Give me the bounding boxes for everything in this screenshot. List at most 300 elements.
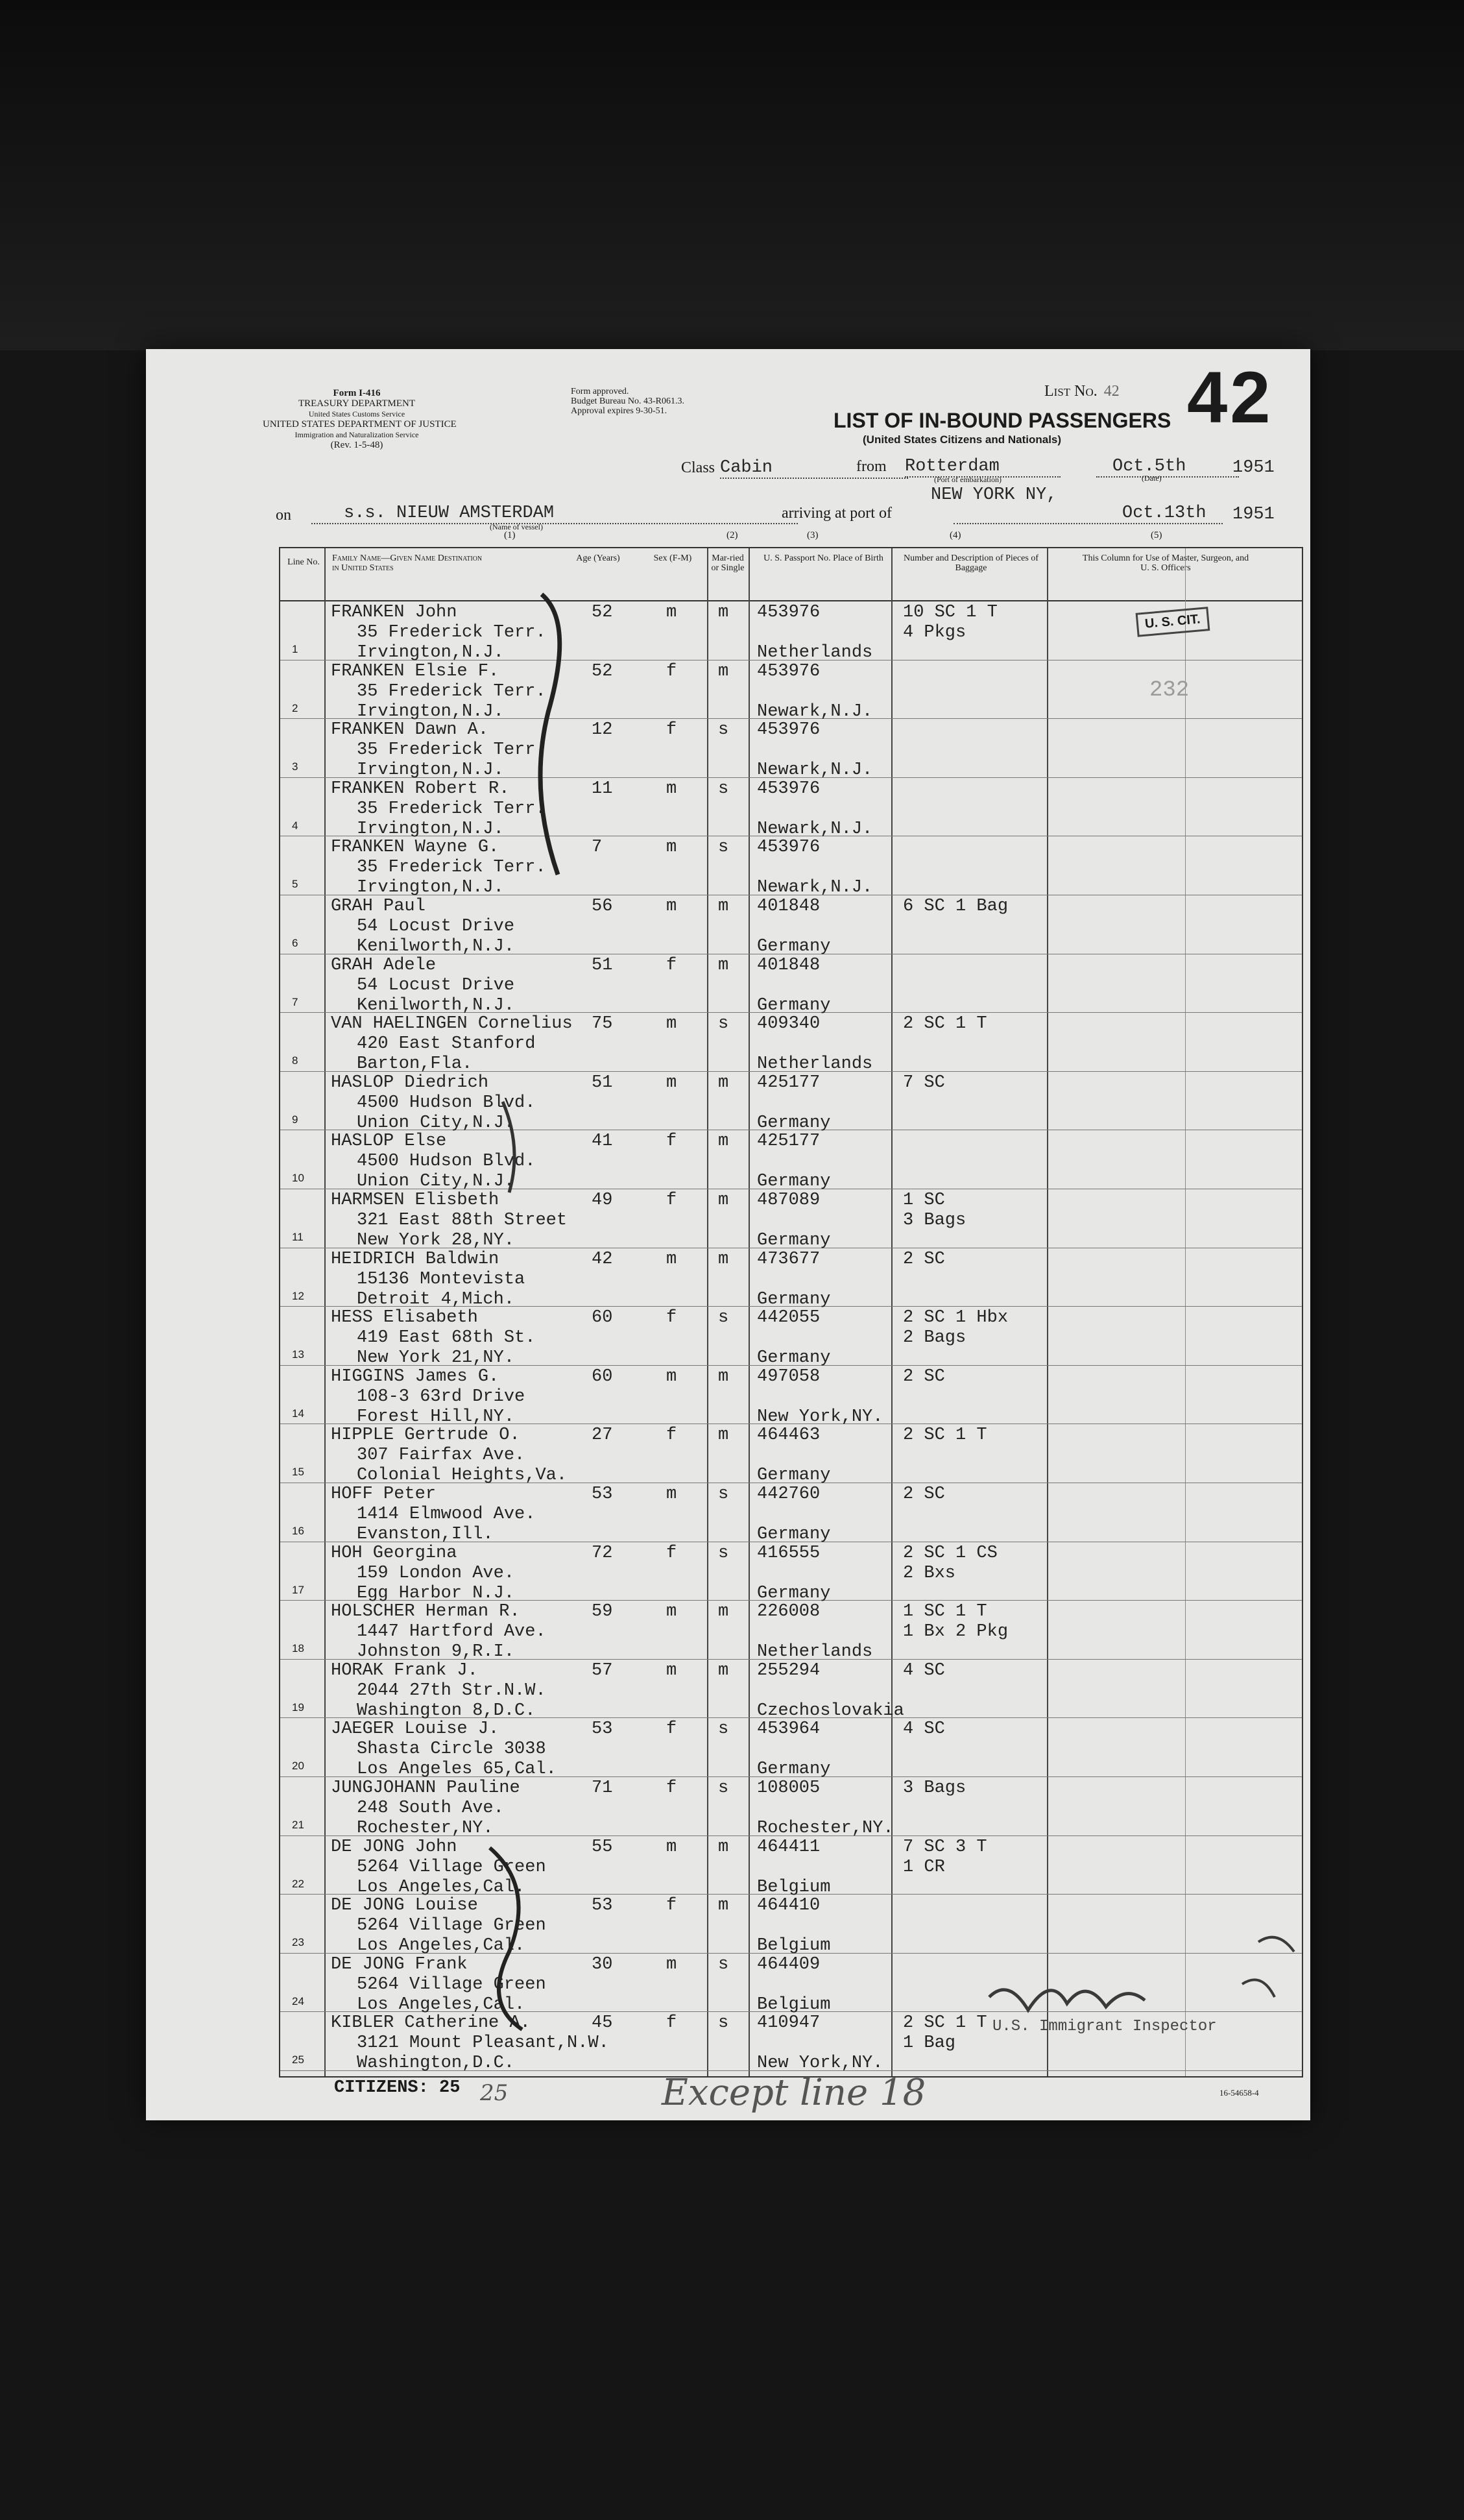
line-number: 18 xyxy=(292,1642,304,1655)
baggage-line1: 1 SC xyxy=(903,1191,945,1210)
passport-number: 410947 xyxy=(757,2013,821,2033)
age-value: 60 xyxy=(592,1366,613,1387)
arriving-label: arriving at port of xyxy=(782,505,892,522)
place-of-birth: Germany xyxy=(757,1466,831,1486)
address-street: 108-3 63rd Drive xyxy=(357,1387,525,1407)
arrival-date: Oct.13th xyxy=(954,503,1223,524)
family-name: KIBLER Catherine A. xyxy=(331,2013,531,2033)
sex-value: m xyxy=(666,1954,677,1974)
address-street: 420 East Stanford xyxy=(357,1034,536,1054)
family-name: HIPPLE Gertrude O. xyxy=(331,1425,520,1446)
age-value: 59 xyxy=(592,1602,613,1622)
age-value: 57 xyxy=(592,1660,613,1680)
address-street: 4500 Hudson Blvd. xyxy=(357,1152,536,1172)
form-department: TREASURY DEPARTMENT xyxy=(298,398,416,409)
place-of-birth: Netherlands xyxy=(757,1642,873,1662)
line-number: 5 xyxy=(292,878,298,891)
marital-status: s xyxy=(718,1719,729,1739)
marital-status: m xyxy=(718,1249,729,1269)
address-street: 15136 Montevista xyxy=(357,1269,525,1289)
family-name: DE JONG John xyxy=(331,1837,457,1857)
family-name: GRAH Paul xyxy=(331,897,426,916)
address-street: 35 Frederick Terr. xyxy=(357,623,546,642)
sex-value: f xyxy=(666,1191,677,1210)
place-of-birth: Netherlands xyxy=(757,1054,873,1074)
address-city: Rochester,NY. xyxy=(357,1819,494,1838)
departure-date: Oct.5th xyxy=(1096,457,1239,478)
address-street: 159 London Ave. xyxy=(357,1563,515,1583)
address-street: 419 East 68th St. xyxy=(357,1328,536,1348)
baggage-line1: 6 SC 1 Bag xyxy=(903,897,1009,916)
pencil-number: 232 xyxy=(1149,678,1190,703)
address-street: 54 Locust Drive xyxy=(357,917,515,936)
family-name: HASLOP Else xyxy=(331,1132,447,1152)
place-of-birth: Newark,N.J. xyxy=(757,760,873,781)
list-label: List No. xyxy=(1044,383,1098,400)
inspector-title: U.S. Immigrant Inspector xyxy=(992,2018,1217,2035)
family-name: FRANKEN John xyxy=(331,603,457,622)
passport-number: 497058 xyxy=(757,1366,821,1387)
header-baggage: Number and Description of Pieces of Baggage xyxy=(904,553,1038,573)
line-number: 24 xyxy=(292,1994,304,2007)
address-city: Los Angeles,Cal. xyxy=(357,1936,525,1956)
column-number: (1) xyxy=(504,530,516,540)
family-name: FRANKEN Dawn A. xyxy=(331,720,489,740)
scan-background xyxy=(0,0,1464,350)
address-city: Evanston,Ill. xyxy=(357,1525,494,1544)
age-value: 60 xyxy=(592,1308,613,1328)
baggage-line2: 2 Bxs xyxy=(903,1563,956,1583)
baggage-line2: 2 Bags xyxy=(903,1328,966,1348)
place-of-birth: Newark,N.J. xyxy=(757,701,873,721)
family-name: HOFF Peter xyxy=(331,1484,437,1504)
sex-value: m xyxy=(666,1072,677,1093)
marital-status: m xyxy=(718,1425,729,1446)
arrival-port: NEW YORK NY, xyxy=(931,485,1057,505)
baggage-line1: 2 SC 1 T xyxy=(903,1425,987,1446)
sex-value: f xyxy=(666,1308,677,1328)
passport-number: 108005 xyxy=(757,1778,821,1798)
place-of-birth: New York,NY. xyxy=(757,2054,883,2074)
marital-status: s xyxy=(718,779,729,799)
baggage-line1: 4 SC xyxy=(903,1719,945,1739)
place-of-birth: New York,NY. xyxy=(757,1407,883,1427)
baggage-line1: 2 SC xyxy=(903,1366,945,1387)
marital-status: s xyxy=(718,2013,729,2033)
baggage-line1: 2 SC xyxy=(903,1249,945,1269)
manifest-page xyxy=(146,349,1310,2120)
column-number: (4) xyxy=(950,530,961,540)
age-value: 71 xyxy=(592,1778,613,1798)
class-value: Cabin xyxy=(720,458,908,479)
age-value: 53 xyxy=(592,1896,613,1916)
marital-status: m xyxy=(718,1896,729,1916)
sex-value: m xyxy=(666,1602,677,1622)
address-street: 4500 Hudson Blvd. xyxy=(357,1093,536,1113)
address-street: 35 Frederick Terr. xyxy=(357,681,546,701)
baggage-line1: 7 SC xyxy=(903,1072,945,1093)
sex-value: m xyxy=(666,603,677,622)
passport-number: 442055 xyxy=(757,1308,821,1328)
age-value: 45 xyxy=(592,2013,613,2033)
passport-number: 453976 xyxy=(757,779,821,799)
column-number: (2) xyxy=(726,530,738,540)
line-number: 1 xyxy=(292,643,298,655)
place-of-birth: Newark,N.J. xyxy=(757,878,873,898)
family-name: HARMSEN Elisbeth xyxy=(331,1191,499,1210)
address-street: 35 Frederick Terr. xyxy=(357,858,546,878)
handwritten-marks xyxy=(146,349,1310,2120)
handwritten-note: Except line 18 xyxy=(662,2072,926,2114)
family-name: FRANKEN Robert R. xyxy=(331,779,510,799)
class-label: Class xyxy=(681,459,715,476)
vessel-caption: (Name of vessel) xyxy=(490,522,543,531)
sex-value: f xyxy=(666,1543,677,1563)
sex-value: m xyxy=(666,1014,677,1034)
marital-status: s xyxy=(718,838,729,858)
sex-value: m xyxy=(666,1484,677,1504)
age-value: 52 xyxy=(592,661,613,681)
family-name: DE JONG Frank xyxy=(331,1954,468,1974)
address-city: Los Angeles,Cal. xyxy=(357,1994,525,2015)
address-city: Colonial Heights,Va. xyxy=(357,1466,568,1486)
column-number: (3) xyxy=(807,530,819,540)
age-value: 53 xyxy=(592,1484,613,1504)
address-city: Washington,D.C. xyxy=(357,2054,515,2074)
place-of-birth: Germany xyxy=(757,1525,831,1544)
marital-status: s xyxy=(718,1778,729,1798)
header-officers: This Column for Use of Master, Surgeon, and U. S. Officers xyxy=(1082,553,1249,573)
address-city: Union City,N.J. xyxy=(357,1172,515,1192)
passport-number: 401848 xyxy=(757,955,821,975)
marital-status: s xyxy=(718,1484,729,1504)
line-number: 19 xyxy=(292,1701,304,1714)
address-city: Kenilworth,N.J. xyxy=(357,937,515,956)
citizen-stamp: U. S. CIT. xyxy=(1136,607,1210,637)
from-label: from xyxy=(856,458,887,475)
line-number: 6 xyxy=(292,937,298,949)
address-city: Los Angeles 65,Cal. xyxy=(357,1760,557,1780)
place-of-birth: Czechoslovakia xyxy=(757,1701,904,1721)
sex-value: f xyxy=(666,2013,677,2033)
marital-status: m xyxy=(718,661,729,681)
passport-number: 464411 xyxy=(757,1837,821,1857)
age-value: 55 xyxy=(592,1837,613,1857)
sex-value: m xyxy=(666,838,677,858)
place-of-birth: Germany xyxy=(757,1289,831,1309)
baggage-line2: 4 Pkgs xyxy=(903,623,966,642)
address-city: Kenilworth,N.J. xyxy=(357,995,515,1015)
line-number: 16 xyxy=(292,1525,304,1537)
place-of-birth: Belgium xyxy=(757,1936,831,1956)
family-name: HOH Georgina xyxy=(331,1543,457,1563)
marital-status: m xyxy=(718,955,729,975)
family-name: HESS Elisabeth xyxy=(331,1308,478,1328)
address-city: Irvington,N.J. xyxy=(357,878,504,898)
marital-status: m xyxy=(718,603,729,622)
baggage-line2: 1 Bx 2 Pkg xyxy=(903,1622,1009,1642)
family-name: HOLSCHER Herman R. xyxy=(331,1602,520,1622)
age-value: 72 xyxy=(592,1543,613,1563)
place-of-birth: Germany xyxy=(757,1760,831,1780)
family-name: FRANKEN Elsie F. xyxy=(331,661,499,681)
family-name: HORAK Frank J. xyxy=(331,1660,478,1680)
departure-year: 1951 xyxy=(1232,458,1275,478)
address-street: 307 Fairfax Ave. xyxy=(357,1446,525,1466)
baggage-line1: 2 SC 1 T xyxy=(903,2013,987,2033)
place-of-birth: Germany xyxy=(757,937,831,956)
address-city: Irvington,N.J. xyxy=(357,760,504,781)
place-of-birth: Newark,N.J. xyxy=(757,819,873,839)
form-rev: (Rev. 1-5-48) xyxy=(330,440,383,450)
line-number: 3 xyxy=(292,760,298,773)
line-number: 4 xyxy=(292,819,298,832)
page-subtitle: (United States Citizens and Nationals) xyxy=(863,433,1062,446)
header-passport: U. S. Passport No. Place of Birth xyxy=(763,553,883,563)
sex-value: m xyxy=(666,1660,677,1680)
address-city: Johnston 9,R.I. xyxy=(357,1642,515,1662)
line-number: 15 xyxy=(292,1466,304,1479)
marital-status: m xyxy=(718,1191,729,1210)
list-number-small: 42 xyxy=(1103,383,1120,400)
place-of-birth: Rochester,NY. xyxy=(757,1819,894,1838)
address-city: New York 21,NY. xyxy=(357,1348,515,1368)
passport-number: 401848 xyxy=(757,897,821,916)
address-city: Irvington,N.J. xyxy=(357,819,504,839)
marital-status: s xyxy=(718,1308,729,1328)
line-number: 12 xyxy=(292,1289,304,1302)
header-married: Mar-ried or Single xyxy=(711,553,745,573)
address-street: 5264 Village Green xyxy=(357,1857,546,1877)
baggage-line1: 4 SC xyxy=(903,1660,945,1680)
passport-number: 464463 xyxy=(757,1425,821,1446)
age-value: 7 xyxy=(592,838,603,858)
line-number: 25 xyxy=(292,2054,304,2066)
line-number: 13 xyxy=(292,1348,304,1361)
passport-number: 464409 xyxy=(757,1954,821,1974)
place-of-birth: Germany xyxy=(757,1172,831,1192)
address-city: Barton,Fla. xyxy=(357,1054,473,1074)
line-number: 23 xyxy=(292,1936,304,1949)
citizens-total: CITIZENS: 25 xyxy=(334,2078,461,2098)
sex-value: f xyxy=(666,661,677,681)
passport-number: 473677 xyxy=(757,1249,821,1269)
line-number: 10 xyxy=(292,1172,304,1185)
place-of-birth: Germany xyxy=(757,1583,831,1603)
sex-value: f xyxy=(666,1132,677,1152)
line-number: 20 xyxy=(292,1760,304,1773)
baggage-line1: 2 SC 1 Hbx xyxy=(903,1308,1009,1328)
marital-status: m xyxy=(718,1660,729,1680)
header-name: Family Name—Given Name Destination in United States xyxy=(332,553,483,573)
line-number: 8 xyxy=(292,1054,298,1067)
family-name: DE JONG Louise xyxy=(331,1896,478,1916)
sex-value: m xyxy=(666,1366,677,1387)
baggage-line2: 1 Bag xyxy=(903,2033,956,2054)
marital-status: m xyxy=(718,1602,729,1622)
age-value: 30 xyxy=(592,1954,613,1974)
address-city: Irvington,N.J. xyxy=(357,643,504,662)
line-number: 17 xyxy=(292,1583,304,1596)
address-street: 5264 Village Green xyxy=(357,1916,546,1936)
age-value: 51 xyxy=(592,1072,613,1093)
port-caption: (Port of embarkation) xyxy=(934,475,1002,484)
age-value: 56 xyxy=(592,897,613,916)
marital-status: m xyxy=(718,1837,729,1857)
sex-value: f xyxy=(666,1778,677,1798)
marital-status: m xyxy=(718,897,729,916)
marital-status: s xyxy=(718,720,729,740)
address-street: 35 Frederick Terr. xyxy=(357,740,546,760)
place-of-birth: Belgium xyxy=(757,1994,831,2015)
passport-number: 453964 xyxy=(757,1719,821,1739)
list-number-big: 42 xyxy=(1187,357,1273,438)
place-of-birth: Germany xyxy=(757,995,831,1015)
marital-status: m xyxy=(718,1366,729,1387)
form-justice: UNITED STATES DEPARTMENT OF JUSTICE xyxy=(263,419,457,430)
on-label: on xyxy=(276,507,291,524)
approval-line: Approval expires 9-30-51. xyxy=(571,406,667,416)
approval-line: Budget Bureau No. 43-R061.3. xyxy=(571,396,684,406)
baggage-line1: 1 SC 1 T xyxy=(903,1602,987,1622)
passport-number: 453976 xyxy=(757,603,821,622)
address-street: 5264 Village Green xyxy=(357,1974,546,1994)
address-street: 2044 27th Str.N.W. xyxy=(357,1680,546,1701)
age-value: 75 xyxy=(592,1014,613,1034)
age-value: 51 xyxy=(592,955,613,975)
sex-value: m xyxy=(666,897,677,916)
baggage-line1: 2 SC 1 T xyxy=(903,1014,987,1034)
handwritten-count: 25 xyxy=(480,2080,509,2106)
passport-number: 425177 xyxy=(757,1072,821,1093)
age-value: 12 xyxy=(592,720,613,740)
passport-number: 409340 xyxy=(757,1014,821,1034)
passport-number: 425177 xyxy=(757,1132,821,1152)
line-number: 21 xyxy=(292,1819,304,1831)
baggage-line1: 2 SC xyxy=(903,1484,945,1504)
place-of-birth: Germany xyxy=(757,1113,831,1133)
address-street: 35 Frederick Terr. xyxy=(357,799,546,819)
sex-value: m xyxy=(666,1249,677,1269)
age-value: 53 xyxy=(592,1719,613,1739)
address-street: 321 East 88th Street xyxy=(357,1211,568,1230)
passport-number: 453976 xyxy=(757,661,821,681)
passport-number: 442760 xyxy=(757,1484,821,1504)
arrival-year: 1951 xyxy=(1232,505,1275,524)
vessel-name: s.s. NIEUW AMSTERDAM xyxy=(311,503,798,524)
family-name: HIGGINS James G. xyxy=(331,1366,499,1387)
family-name: HEIDRICH Baldwin xyxy=(331,1249,499,1269)
header-sex: Sex (F-M) xyxy=(653,553,692,563)
place-of-birth: Netherlands xyxy=(757,643,873,662)
family-name: JAEGER Louise J. xyxy=(331,1719,499,1739)
approval-line: Form approved. xyxy=(571,387,629,396)
sex-value: m xyxy=(666,1837,677,1857)
sex-value: m xyxy=(666,779,677,799)
place-of-birth: Germany xyxy=(757,1348,831,1368)
line-number: 11 xyxy=(292,1231,304,1243)
line-number: 14 xyxy=(292,1407,304,1420)
line-number: 22 xyxy=(292,1877,304,1890)
sex-value: f xyxy=(666,955,677,975)
passport-number: 453976 xyxy=(757,720,821,740)
family-name: VAN HAELINGEN Cornelius xyxy=(331,1014,573,1034)
passport-number: 226008 xyxy=(757,1602,821,1622)
place-of-birth: Belgium xyxy=(757,1877,831,1897)
passport-number: 487089 xyxy=(757,1191,821,1210)
family-name: GRAH Adele xyxy=(331,955,437,975)
marital-status: s xyxy=(718,1014,729,1034)
date-caption: (Date) xyxy=(1142,474,1162,483)
baggage-line1: 7 SC 3 T xyxy=(903,1837,987,1857)
family-name: JUNGJOHANN Pauline xyxy=(331,1778,520,1798)
line-number: 7 xyxy=(292,995,298,1008)
passport-number: 464410 xyxy=(757,1896,821,1916)
family-name: HASLOP Diedrich xyxy=(331,1072,489,1093)
address-city: New York 28,NY. xyxy=(357,1231,515,1250)
address-street: Shasta Circle 3038 xyxy=(357,1739,546,1760)
header-age: Age (Years) xyxy=(576,553,620,563)
sex-value: f xyxy=(666,1896,677,1916)
page-title: LIST OF IN-BOUND PASSENGERS xyxy=(834,409,1171,432)
marital-status: m xyxy=(718,1132,729,1152)
age-value: 11 xyxy=(592,779,613,799)
address-city: Union City,N.J. xyxy=(357,1113,515,1133)
baggage-line1: 2 SC 1 CS xyxy=(903,1543,998,1563)
address-city: Irvington,N.J. xyxy=(357,701,504,721)
address-street: 54 Locust Drive xyxy=(357,975,515,995)
marital-status: s xyxy=(718,1543,729,1563)
age-value: 42 xyxy=(592,1249,613,1269)
header-line-no: Line No. xyxy=(287,557,320,567)
sex-value: f xyxy=(666,1425,677,1446)
marital-status: s xyxy=(718,1954,729,1974)
form-code: 16-54658-4 xyxy=(1219,2088,1259,2098)
sex-value: f xyxy=(666,720,677,740)
baggage-line2: 3 Bags xyxy=(903,1211,966,1230)
line-number: 2 xyxy=(292,701,298,714)
address-city: Washington 8,D.C. xyxy=(357,1701,536,1721)
address-street: 248 South Ave. xyxy=(357,1799,504,1818)
address-city: Los Angeles,Cal. xyxy=(357,1877,525,1897)
address-city: Forest Hill,NY. xyxy=(357,1407,515,1427)
form-ins: Immigration and Naturalization Service xyxy=(294,430,419,439)
baggage-line1: 10 SC 1 T xyxy=(903,603,998,622)
age-value: 41 xyxy=(592,1132,613,1152)
age-value: 27 xyxy=(592,1425,613,1446)
column-number: (5) xyxy=(1151,530,1162,540)
passport-number: 416555 xyxy=(757,1543,821,1563)
age-value: 49 xyxy=(592,1191,613,1210)
baggage-line1: 3 Bags xyxy=(903,1778,966,1798)
passport-number: 255294 xyxy=(757,1660,821,1680)
place-of-birth: Germany xyxy=(757,1231,831,1250)
address-city: Detroit 4,Mich. xyxy=(357,1289,515,1309)
passport-number: 453976 xyxy=(757,838,821,858)
from-value: Rotterdam xyxy=(905,457,1061,478)
address-city: Egg Harbor N.J. xyxy=(357,1583,515,1603)
address-street: 1447 Hartford Ave. xyxy=(357,1622,546,1642)
age-value: 52 xyxy=(592,603,613,622)
address-street: 1414 Elmwood Ave. xyxy=(357,1505,536,1524)
line-number: 9 xyxy=(292,1113,298,1126)
form-number: Form I-416 xyxy=(333,388,381,398)
form-service: United States Customs Service xyxy=(308,409,405,418)
family-name: FRANKEN Wayne G. xyxy=(331,838,499,858)
sex-value: f xyxy=(666,1719,677,1739)
marital-status: m xyxy=(718,1072,729,1093)
address-street: 3121 Mount Pleasant,N.W. xyxy=(357,2033,609,2054)
